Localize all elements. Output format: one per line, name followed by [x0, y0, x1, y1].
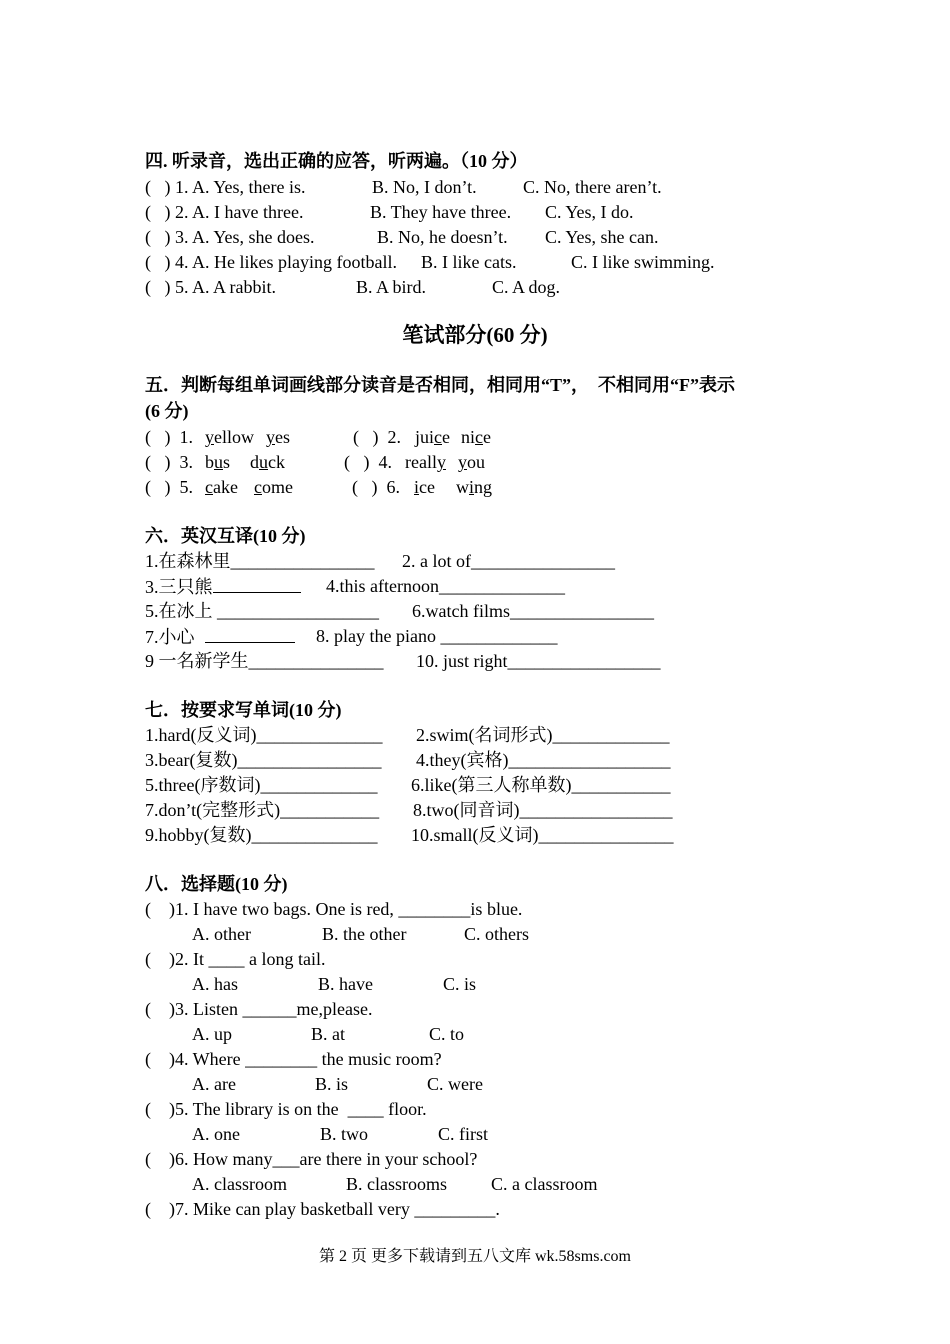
s5-q3-w2-underlined: u: [259, 452, 268, 472]
s5-q3-w2-rest: ck: [268, 452, 285, 472]
s7-item-4: 4.they(宾格)__________________: [416, 750, 671, 770]
s5-q1-word2: [266, 426, 290, 448]
s6-item-3-text: 3.三只熊: [145, 577, 213, 597]
s8-q1-option-c: C. others: [464, 924, 529, 944]
section7-heading: 七．按要求写单词(10 分): [145, 700, 342, 720]
s5-q4-word2: [458, 451, 485, 473]
s5-q4-w1-underlined: y: [436, 452, 446, 472]
s8-q3-option-a: A. up: [192, 1024, 232, 1044]
section8-heading: 八．选择题(10 分): [145, 874, 288, 894]
s4-q2-c: C. Yes, I do.: [545, 202, 634, 222]
s8-q4-option-c: C. were: [427, 1074, 483, 1094]
s5-q6-w2-rest: ng: [474, 477, 493, 497]
s5-q6-word2: [456, 476, 492, 498]
s6-item-10: 10. just right_________________: [416, 651, 661, 671]
written-part-title: 笔试部分(60 分): [402, 323, 548, 347]
s4-q2-b: B. They have three.: [370, 202, 512, 222]
s5-q6-w2-underlined: i: [469, 477, 475, 497]
section5-heading-score: (6 分): [145, 401, 189, 421]
section5-heading: 五．判断每组单词画线部分读音是否相同，相同用“T”， 不相同用“F”表示: [145, 375, 735, 395]
s5-q1-w2-rest: es: [275, 427, 290, 447]
s5-q3-w1-pre: b: [205, 452, 214, 472]
s8-q3-stem: ( )3. Listen ______me,please.: [145, 999, 373, 1019]
s7-item-3: 3.bear(复数)________________: [145, 750, 382, 770]
s4-q4-b: B. I like cats.: [421, 252, 517, 272]
s5-q2-word1: [415, 426, 450, 448]
s5-q1-word1: [205, 426, 254, 448]
s7-item-7: 7.don’t(完整形式)___________: [145, 800, 380, 820]
s5-q5-word2: [254, 476, 293, 498]
s5-q2-num: ( ) 2.: [353, 427, 401, 447]
s5-q2-w2-rest: e: [483, 427, 492, 447]
s8-q6-option-c: C. a classroom: [491, 1174, 598, 1194]
s8-q2-option-a: A. has: [192, 974, 238, 994]
s4-q1-c: C. No, there aren’t.: [523, 177, 662, 197]
s7-item-2: 2.swim(名词形式)_____________: [416, 725, 670, 745]
s5-q4-w1-pre: reall: [405, 452, 437, 472]
s5-q5-num: ( ) 5.: [145, 477, 193, 497]
s5-q2-w2-underlined: c: [475, 427, 484, 447]
s7-item-8: 8.two(同音词)_________________: [413, 800, 673, 820]
s8-q3-option-b: B. at: [311, 1024, 345, 1044]
s7-item-1: 1.hard(反义词)______________: [145, 725, 383, 745]
s4-q1-b: B. No, I don’t.: [372, 177, 477, 197]
s5-q6-w1-rest: ce: [419, 477, 435, 497]
s5-q2-w2-pre: ni: [461, 427, 476, 447]
s5-q1-w2-underlined: y: [266, 427, 275, 447]
s6-item-8: 8. play the piano _____________: [316, 626, 558, 646]
s5-q3-w1-rest: s: [223, 452, 231, 472]
s4-q5-b: B. A bird.: [356, 277, 427, 297]
s5-q4-w2-rest: ou: [467, 452, 485, 472]
s4-q4-c: C. I like swimming.: [571, 252, 715, 272]
s5-q4-word1: [405, 451, 446, 473]
s6-item-1: 1.在森林里________________: [145, 551, 375, 571]
s6-item-3: [145, 575, 301, 598]
s4-q5-a: ( ) 5. A. A rabbit.: [145, 277, 276, 297]
s6-item-9: 9 一名新学生_______________: [145, 651, 384, 671]
s8-q1-stem: ( )1. I have two bags. One is red, ________is blue.: [145, 899, 523, 919]
s5-q6-word1: [414, 476, 435, 498]
s8-q1-option-b: B. the other: [322, 924, 407, 944]
s8-q5-option-c: C. first: [438, 1124, 489, 1144]
s5-q4-w2-underlined: y: [458, 452, 467, 472]
s8-q3-option-c: C. to: [429, 1024, 465, 1044]
s5-q2-w1-rest: e: [442, 427, 451, 447]
s8-q4-option-b: B. is: [315, 1074, 349, 1094]
s8-q6-option-a: A. classroom: [192, 1174, 287, 1194]
section6-heading: 六．英汉互译(10 分): [145, 526, 306, 546]
s5-q1-w1-rest: ellow: [214, 427, 254, 447]
s5-q3-num: ( ) 3.: [145, 452, 193, 472]
s8-q6-option-b: B. classrooms: [346, 1174, 447, 1194]
s5-q6-w1-underlined: i: [414, 477, 420, 497]
s8-q2-option-c: C. is: [443, 974, 477, 994]
s5-q5-w2-rest: ome: [262, 477, 293, 497]
s6-item-4: 4.this afternoon______________: [326, 576, 565, 596]
s4-q3-c: C. Yes, she can.: [545, 227, 659, 247]
s8-q1-option-a: A. other: [192, 924, 251, 944]
s5-q2-w1-pre: jui: [415, 427, 435, 447]
s5-q4-num: ( ) 4.: [344, 452, 392, 472]
s7-item-5: 5.three(序数词)_____________: [145, 775, 378, 795]
s6-item-6: 6.watch films________________: [412, 601, 654, 621]
s5-q3-w2-pre: d: [250, 452, 259, 472]
s5-q2-w1-underlined: c: [434, 427, 443, 447]
s4-q3-a: ( ) 3. A. Yes, she does.: [145, 227, 315, 247]
s5-q2-word2: [461, 426, 491, 448]
section4-heading: 四. 听录音，选出正确的应答，听两遍。（10 分）: [145, 151, 528, 171]
s6-item-7-text: 7.小心: [145, 627, 195, 647]
s4-q5-c: C. A dog.: [492, 277, 561, 297]
s8-q7-stem: ( )7. Mike can play basketball very _________.: [145, 1199, 500, 1219]
s8-q6-stem: ( )6. How many___are there in your school?: [145, 1149, 478, 1169]
s5-q5-w1-rest: ake: [213, 477, 238, 497]
s6-item-7: [145, 625, 295, 648]
s5-q5-w2-underlined: c: [254, 477, 262, 497]
page-footer: 第 2 页 更多下载请到五八文库 wk.58sms.com: [318, 1248, 631, 1265]
s5-q5-word1: [205, 476, 238, 498]
s6-item-2: 2. a lot of________________: [402, 551, 615, 571]
s7-item-10: 10.small(反义词)_______________: [411, 825, 674, 845]
s8-q2-stem: ( )2. It ____ a long tail.: [145, 949, 326, 969]
s8-q4-stem: ( )4. Where ________ the music room?: [145, 1049, 442, 1069]
s5-q3-word2: [250, 451, 285, 473]
s4-q4-a: ( ) 4. A. He likes playing football.: [145, 252, 397, 272]
s8-q5-stem: ( )5. The library is on the ____ floor.: [145, 1099, 427, 1119]
s6-item-5: 5.在冰上 __________________: [145, 601, 379, 621]
s8-q5-option-a: A. one: [192, 1124, 240, 1144]
s4-q1-a: ( ) 1. A. Yes, there is.: [145, 177, 306, 197]
s5-q5-w1-underlined: c: [205, 477, 213, 497]
s8-q2-option-b: B. have: [318, 974, 373, 994]
s6-item-3-blank: [213, 575, 301, 593]
s5-q3-w1-underlined: u: [214, 452, 223, 472]
s5-q1-w1-underlined: y: [205, 427, 214, 447]
s4-q3-b: B. No, he doesn’t.: [377, 227, 508, 247]
s5-q1-num: ( ) 1.: [145, 427, 193, 447]
s7-item-9: 9.hobby(复数)______________: [145, 825, 378, 845]
s4-q2-a: ( ) 2. A. I have three.: [145, 202, 304, 222]
s7-item-6: 6.like(第三人称单数)___________: [411, 775, 671, 795]
s5-q6-num: ( ) 6.: [352, 477, 400, 497]
s8-q5-option-b: B. two: [320, 1124, 369, 1144]
s6-item-7-blank: [205, 625, 295, 643]
s8-q4-option-a: A. are: [192, 1074, 236, 1094]
s5-q6-w2-pre: w: [456, 477, 469, 497]
s5-q3-word1: [205, 451, 230, 473]
